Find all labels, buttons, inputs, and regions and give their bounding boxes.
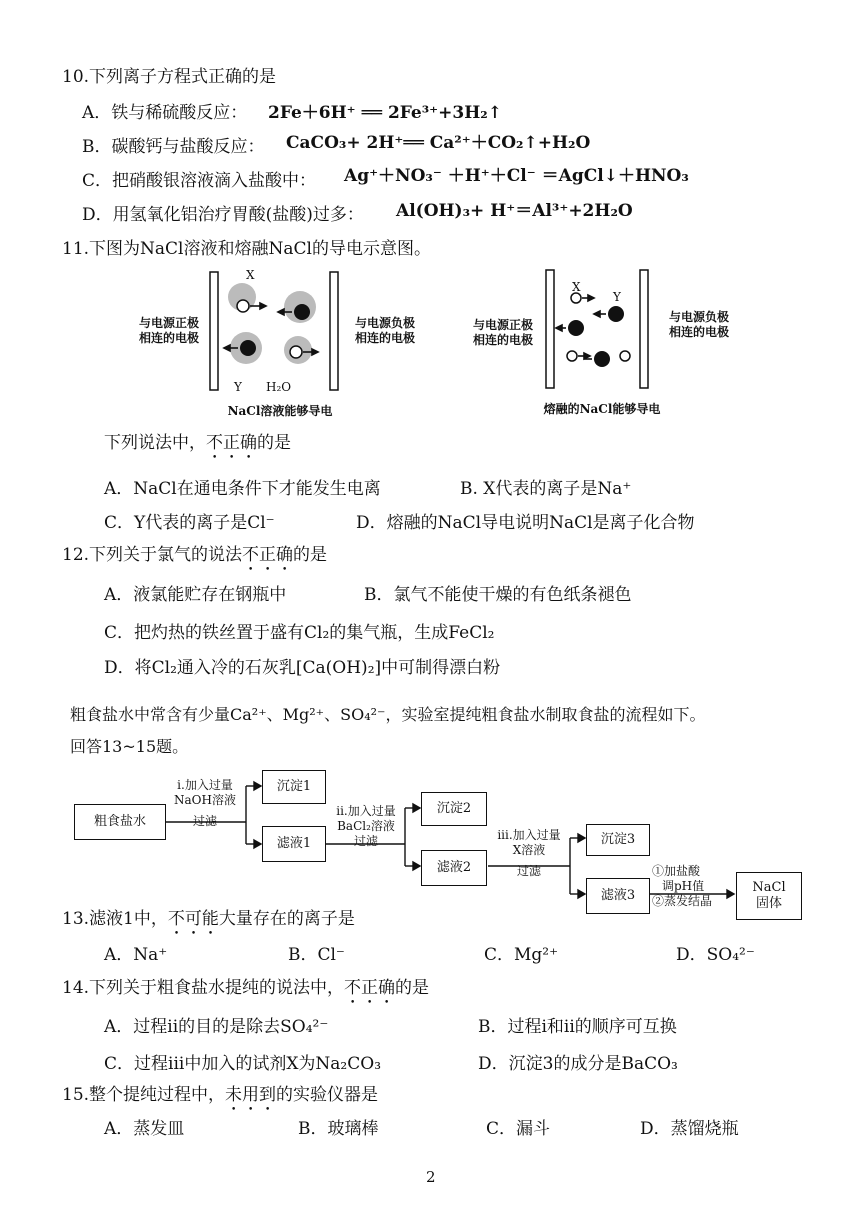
q10-option-d-equation: Al(OH)₃+ H⁺＝Al³⁺+2H₂O [396,201,633,221]
molten-nacl-figure [462,262,762,422]
q10-option-b-label: B．碳酸钙与盐酸反应： [82,137,265,157]
passage-line-1: 粗食盐水中常含有少量Ca²⁺、Mg²⁺、SO₄²⁻，实验室提纯粗食盐水制取食盐的流程如下。 [70,705,706,724]
flow-precipitate-2: 沉淀2 [421,792,487,826]
page-number: 2 [426,1168,436,1186]
fig1-label-x: X [246,268,255,282]
q15-option-b: B．玻璃棒 [298,1119,379,1139]
q10-option-b-equation: CaCO₃+ 2H⁺══ Ca²⁺＋CO₂↑+H₂O [286,133,591,153]
q11-stem: 11.下图为NaCl溶液和熔融NaCl的导电示意图。 [62,239,431,259]
q11-option-c: C．Y代表的离子是Cl⁻ [104,513,275,533]
q13-option-b: B．Cl⁻ [288,945,345,965]
flow-step-2-label: ii.加入过量 BaCl₂溶液 过滤 [336,804,396,848]
q15-option-a: A．蒸发皿 [104,1119,185,1139]
q10-option-d-label: D．用氢氧化铝治疗胃酸(盐酸)过多： [82,205,364,225]
q13-option-d: D．SO₄²⁻ [676,945,755,965]
q11-option-b: B. X代表的离子是Na⁺ [460,479,632,499]
q11-prompt: 下列说法中，不正确的是 [104,433,291,453]
q15-stem: 15.整个提纯过程中，未用到的实验仪器是 [62,1085,379,1105]
q10-stem: 10.下列离子方程式正确的是 [62,67,277,87]
q10-option-a-label: A．铁与稀硫酸反应： [82,103,248,123]
fig2-negative-electrode-label: 与电源负极 相连的电极 [668,310,729,339]
flow-filtrate-2: 滤液2 [421,850,487,886]
nacl-solution-figure [130,262,430,422]
flow-step-4-label: ①加盐酸 调pH值 ②蒸发结晶 [652,864,713,908]
q13-option-c: C．Mg²⁺ [484,945,559,965]
fig2-label-y: Y [613,290,621,304]
flow-crude-brine: 粗食盐水 [74,804,166,840]
flow-filtrate-3: 滤液3 [586,878,650,914]
q11-option-d: D．熔融的NaCl导电说明NaCl是离子化合物 [356,513,695,533]
q10-option-c-label: C．把硝酸银溶液滴入盐酸中： [82,171,317,191]
q11-option-a: A．NaCl在通电条件下才能发生电离 [104,479,381,499]
q14-option-b: B．过程i和ii的顺序可互换 [478,1017,677,1037]
q14-stem: 14.下列关于粗食盐水提纯的说法中，不正确的是 [62,978,430,998]
q12-option-c: C．把灼热的铁丝置于盛有Cl₂的集气瓶，生成FeCl₂ [104,623,495,643]
fig2-label-x: X [572,280,581,294]
q10-option-c-equation: Ag⁺＋NO₃⁻ ＋H⁺＋Cl⁻ ＝AgCl↓＋HNO₃ [344,166,689,186]
flow-nacl-solid: NaCl 固体 [736,872,802,920]
q12-option-a: A．液氯能贮存在钢瓶中 [104,585,287,605]
fig1-negative-electrode-label: 与电源负极 相连的电极 [354,316,415,345]
q12-option-b: B．氯气不能使干燥的有色纸条褪色 [364,585,632,605]
fig2-positive-electrode-label: 与电源正极 相连的电极 [472,318,533,347]
q13-stem: 13.滤液1中，不可能大量存在的离子是 [62,909,355,929]
q10-option-a-equation: 2Fe＋6H⁺ ══ 2Fe³⁺+3H₂↑ [268,103,502,123]
purification-flowchart [0,760,867,930]
fig1-label-h2o: H₂O [266,380,292,394]
q15-option-d: D．蒸馏烧瓶 [640,1119,739,1139]
fig1-positive-electrode-label: 与电源正极 相连的电极 [138,316,199,345]
q14-option-a: A．过程ii的目的是除去SO₄²⁻ [104,1017,329,1037]
q14-option-c: C．过程iii中加入的试剂X为Na₂CO₃ [104,1054,382,1074]
fig2-caption: 熔融的NaCl能够导电 [543,402,661,416]
q14-option-d: D．沉淀3的成分是BaCO₃ [478,1054,678,1074]
flow-step-3-label: iii.加入过量 X溶液 过滤 [497,828,561,878]
q12-option-d: D．将Cl₂通入冷的石灰乳[Ca(OH)₂]中可制得漂白粉 [104,658,501,678]
flow-filtrate-1: 滤液1 [262,826,326,862]
fig1-caption: NaCl溶液能够导电 [227,404,333,418]
q12-stem: 12.下列关于氯气的说法不正确的是 [62,545,328,565]
passage-line-2: 回答13~15题。 [70,737,189,756]
flow-precipitate-3: 沉淀3 [586,824,650,856]
fig1-label-y: Y [234,380,242,394]
flow-step-1-label: i.加入过量 NaOH溶液 过滤 [174,778,236,828]
q13-option-a: A．Na⁺ [104,945,168,965]
flow-precipitate-1: 沉淀1 [262,770,326,804]
q15-option-c: C．漏斗 [486,1119,551,1139]
